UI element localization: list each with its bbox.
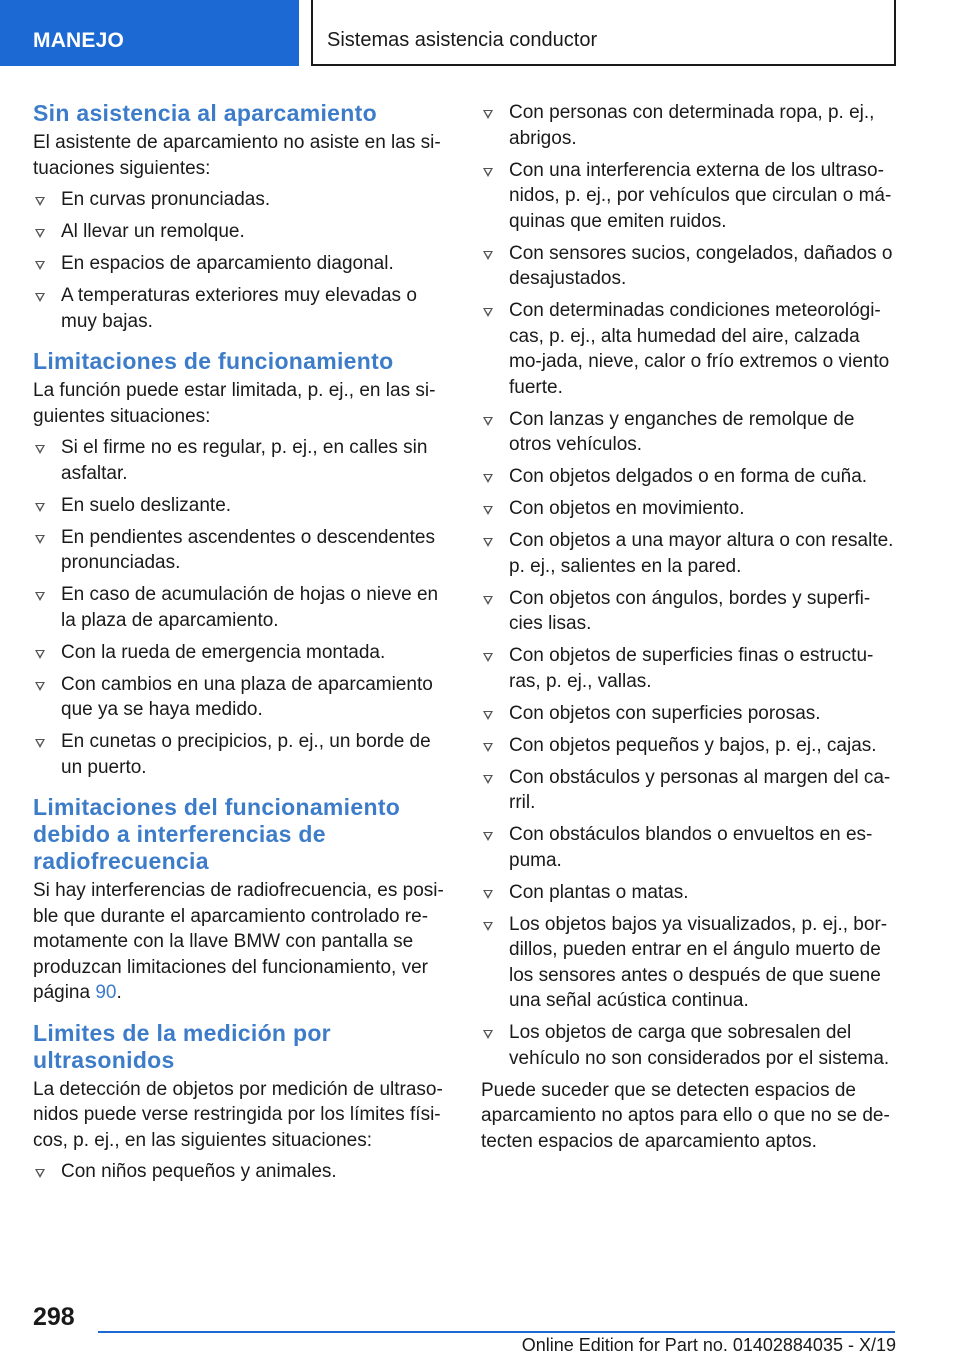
- section-intro: El asistente de aparcamiento no asiste en las si-tuaciones siguientes:: [33, 132, 441, 179]
- list-item: Los objetos bajos ya visualizados, p. ej., bor-dillos, pueden entrar en el ángulo muerto de los sensores antes o después de que suene una señal acústica continua.: [481, 912, 896, 1014]
- list-item: Con objetos delgados o en forma de cuña.: [481, 464, 896, 490]
- triangle-bullet-icon: [35, 503, 45, 512]
- left-column: [33, 100, 448, 1199]
- list-item: Al llevar un remolque.: [33, 219, 448, 245]
- section-text: Si hay interferencias de radiofrecuencia, es posi-ble que durante el aparcamiento controlado re-motamente con la llave BMW con pantalla se produzcan limitaciones del funcionamiento, ver página 90.: [33, 880, 444, 1003]
- list-item: Con objetos a una mayor altura o con resalte. p. ej., salientes en la pared.: [481, 528, 896, 579]
- list-item: Con objetos de superficies finas o estructu-ras, p. ej., vallas.: [481, 643, 896, 694]
- list-item: Con niños pequeños y animales.: [33, 1159, 448, 1185]
- section-heading: Limitaciones de funcionamiento: [33, 348, 394, 374]
- list-item: En cunetas o precipicios, p. ej., un borde de un puerto.: [33, 729, 448, 780]
- list-item: Con la rueda de emergencia montada.: [33, 640, 448, 666]
- page-reference-link[interactable]: 90: [95, 982, 117, 1003]
- triangle-bullet-icon: [35, 592, 45, 601]
- triangle-bullet-icon: [35, 682, 45, 691]
- list-item: En espacios de aparcamiento diagonal.: [33, 251, 448, 277]
- bullet-list: [33, 187, 448, 334]
- list-item: Con obstáculos y personas al margen del ca-rril.: [481, 765, 896, 816]
- list-item: En suelo deslizante.: [33, 493, 448, 519]
- triangle-bullet-icon: [483, 417, 493, 426]
- triangle-bullet-icon: [35, 261, 45, 270]
- list-item: Con objetos con ángulos, bordes y superfi-cies lisas.: [481, 586, 896, 637]
- bullet-list: [481, 100, 896, 1071]
- section-ultrasound-limits: [33, 1020, 448, 1185]
- triangle-bullet-icon: [483, 832, 493, 841]
- triangle-bullet-icon: [35, 229, 45, 238]
- list-item: Con objetos con superficies porosas.: [481, 701, 896, 727]
- triangle-bullet-icon: [483, 538, 493, 547]
- edition-note: Online Edition for Part no. 01402884035 - X/19: [521, 1335, 896, 1355]
- list-item: Los objetos de carga que sobresalen del vehículo no son considerados por el sistema.: [481, 1020, 896, 1071]
- chapter-title: Sistemas asistencia conductor: [311, 0, 896, 66]
- triangle-bullet-icon: [35, 535, 45, 544]
- triangle-bullet-icon: [483, 168, 493, 177]
- bullet-list: [33, 1159, 448, 1185]
- triangle-bullet-icon: [483, 922, 493, 931]
- list-item: Si el firme no es regular, p. ej., en calles sin asfaltar.: [33, 435, 448, 486]
- section-heading: Limitaciones del funcionamiento debido a interferencias de radiofrecuencia: [33, 794, 401, 874]
- list-item: Con cambios en una plaza de aparcamiento que ya se haya medido.: [33, 672, 448, 723]
- closing-paragraph: Puede suceder que se detecten espacios de aparcamiento no aptos para ello o que no se de-tecten espacios de aparcamiento aptos.: [481, 1079, 890, 1152]
- triangle-bullet-icon: [35, 1169, 45, 1178]
- triangle-bullet-icon: [35, 293, 45, 302]
- triangle-bullet-icon: [483, 474, 493, 483]
- triangle-bullet-icon: [35, 445, 45, 454]
- triangle-bullet-icon: [483, 653, 493, 662]
- list-item: Con una interferencia externa de los ultraso-nidos, p. ej., por vehículos que circulan o má-quinas que emiten ruidos.: [481, 158, 896, 235]
- list-item: Con personas con determinada ropa, p. ej., abrigos.: [481, 100, 896, 151]
- triangle-bullet-icon: [483, 596, 493, 605]
- list-item: Con plantas o matas.: [481, 880, 896, 906]
- list-item: En caso de acumulación de hojas o nieve en la plaza de aparcamiento.: [33, 582, 448, 633]
- list-item: Con determinadas condiciones meteorológi-cas, p. ej., alta humedad del aire, calzada mo-jada, nieve, calor o frío extremos o viento fuerte.: [481, 298, 896, 400]
- section-heading: Sin asistencia al aparcamiento: [33, 100, 377, 126]
- triangle-bullet-icon: [483, 1030, 493, 1039]
- page-header: [0, 0, 960, 66]
- list-item: En pendientes ascendentes o descendentes pronunciadas.: [33, 525, 448, 576]
- list-item: En curvas pronunciadas.: [33, 187, 448, 213]
- section-function-limits: [33, 348, 448, 780]
- section-label: MANEJO: [0, 0, 299, 66]
- list-item: A temperaturas exteriores muy elevadas o muy bajas.: [33, 283, 448, 334]
- section-intro: La función puede estar limitada, p. ej., en las si-guientes situaciones:: [33, 380, 436, 427]
- triangle-bullet-icon: [35, 197, 45, 206]
- triangle-bullet-icon: [35, 650, 45, 659]
- list-item: Con objetos pequeños y bajos, p. ej., cajas.: [481, 733, 896, 759]
- triangle-bullet-icon: [483, 308, 493, 317]
- triangle-bullet-icon: [483, 711, 493, 720]
- list-item: Con lanzas y enganches de remolque de otros vehículos.: [481, 407, 896, 458]
- page-number: 298: [33, 1303, 75, 1331]
- section-intro: La detección de objetos por medición de ultraso-nidos puede verse restringida por los límites físi-cos, p. ej., en las siguientes situaciones:: [33, 1078, 443, 1151]
- triangle-bullet-icon: [35, 739, 45, 748]
- triangle-bullet-icon: [483, 743, 493, 752]
- triangle-bullet-icon: [483, 110, 493, 119]
- list-item: Con sensores sucios, congelados, dañados o desajustados.: [481, 241, 896, 292]
- footer-divider: [98, 1331, 895, 1333]
- triangle-bullet-icon: [483, 775, 493, 784]
- triangle-bullet-icon: [483, 890, 493, 899]
- list-item: Con obstáculos blandos o envueltos en es-puma.: [481, 822, 896, 873]
- triangle-bullet-icon: [483, 506, 493, 515]
- section-heading: Limites de la medición por ultrasonidos: [33, 1019, 331, 1073]
- bullet-list: [33, 435, 448, 780]
- list-item: Con objetos en movimiento.: [481, 496, 896, 522]
- section-radio-interference: [33, 794, 448, 1006]
- right-column: [481, 100, 896, 1160]
- section-no-parking-assist: [33, 100, 448, 334]
- triangle-bullet-icon: [483, 251, 493, 260]
